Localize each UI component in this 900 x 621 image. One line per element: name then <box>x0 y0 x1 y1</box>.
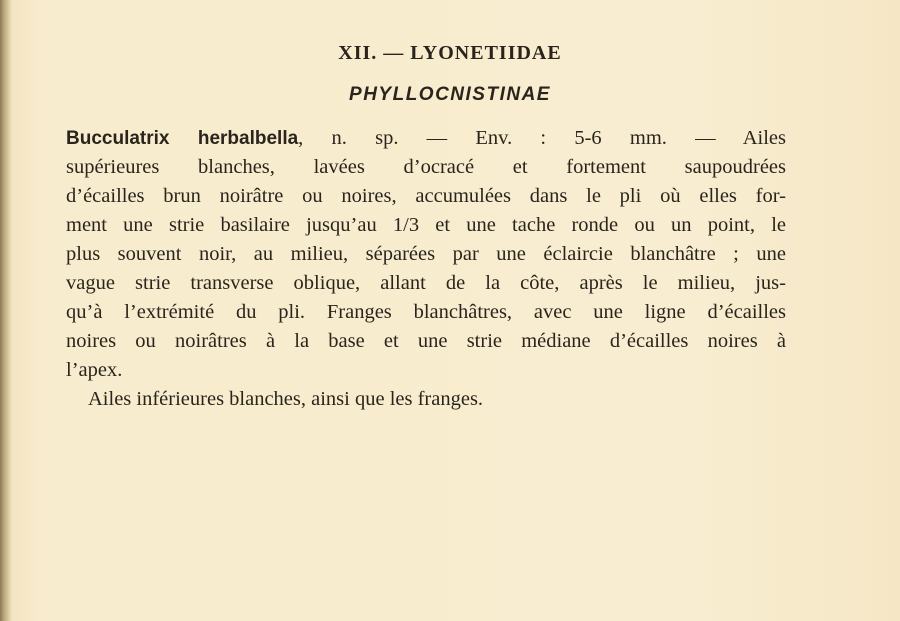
text-line-4: ment une strie basilaire jusqu’au 1/3 et une tache ronde ou un point, le <box>66 214 786 236</box>
species-name: Bucculatrix herbalbella <box>66 128 299 149</box>
text-line-7: qu’à l’extrémité du pli. Franges blanchâtres, avec une ligne d’écailles <box>66 301 786 323</box>
text-line-1 <box>66 124 786 153</box>
section-heading: XII. — LYONETIIDAE <box>338 42 562 64</box>
species-meta: , n. sp. — Env. : 5-6 mm. — Ailes <box>298 127 786 149</box>
text-line-8: noires ou noirâtres à la base et une strie médiane d’écailles noires à <box>66 330 786 352</box>
species-description <box>66 124 786 414</box>
text-line-6: vague strie transverse oblique, allant de la côte, après le milieu, jus- <box>66 272 786 294</box>
text-line-3: d’écailles brun noirâtre ou noires, accumulées dans le pli où elles for- <box>66 185 786 207</box>
text-line-2: supérieures blanches, lavées d’ocracé et fortement saupoudrées <box>66 156 786 178</box>
text-line-9: l’apex. <box>66 359 123 381</box>
subfamily-heading: PHYLLOCNISTINAE <box>349 84 551 105</box>
hindwing-description: Ailes inférieures blanches, ainsi que les franges. <box>88 388 484 410</box>
text-line-5: plus souvent noir, au milieu, séparées par une éclaircie blanchâtre ; une <box>66 243 786 265</box>
